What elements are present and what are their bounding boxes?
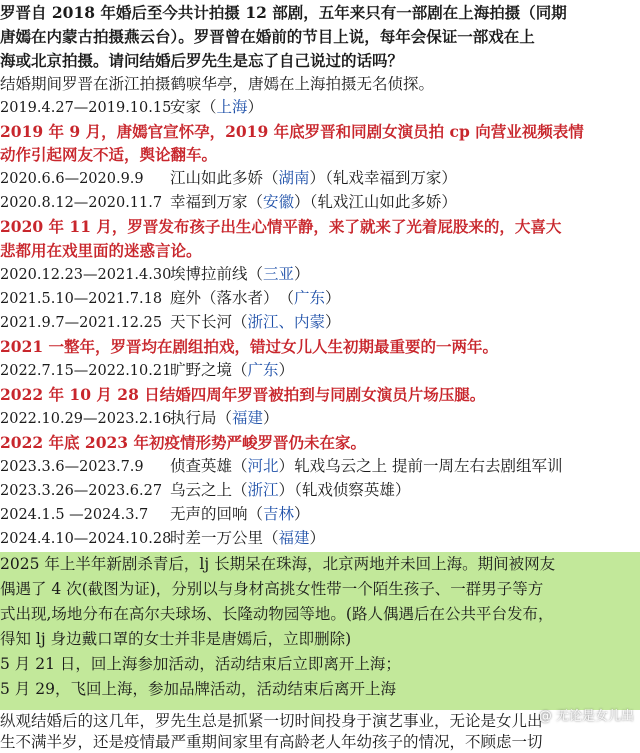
watermark: @ 无论是女儿出 bbox=[538, 709, 634, 724]
entry-title: 无声的回响 bbox=[170, 505, 248, 523]
entry-title: 天下长河 bbox=[170, 313, 233, 331]
highlight-line: 2025 年上半年新剧杀青后，lj 长期呆在珠海，北京两地并未回上海。期间被网友 bbox=[0, 555, 556, 573]
entry-row: 2023.3.6—2023.7.9 侦查英雄（河北）轧戏乌云之上 提前一周左右去剧组军训 bbox=[0, 456, 640, 478]
entry-row: 2023.3.26—2023.6.27 乌云之上（浙江）（轧戏侦察英雄） bbox=[0, 480, 640, 502]
red-note-1b: 动作引起网友不适，舆论翻车。 bbox=[0, 145, 218, 164]
intro-line-3: 海或北京拍摄。请问结婚后罗先生是忘了自己说过的话吗？ bbox=[0, 51, 404, 70]
entry-title: 执行局 bbox=[170, 409, 217, 427]
entry-date: 2023.3.6—2023.7.9 bbox=[0, 459, 144, 475]
red-note-5: 2022 年底 2023 年初疫情形势严峻罗晋仍未在家。 bbox=[0, 433, 366, 452]
entry-date: 2021.5.10—2021.7.18 bbox=[0, 291, 163, 307]
red-note-1a: 2019 年 9 月，唐嫣官宣怀孕，2019 年底罗晋和同剧女演员拍 cp 向营业视频表情 bbox=[0, 122, 584, 141]
highlight-line: 5 月 29，飞回上海，参加品牌活动，活动结束后离开上海 bbox=[0, 680, 396, 698]
entry-location: 湖南 bbox=[278, 169, 310, 187]
entry-date: 2020.12.23—2021.4.30 bbox=[0, 267, 172, 283]
entry-date: 2024.1.5 —2024.3.7 bbox=[0, 507, 149, 523]
entry-title: 时差一万公里 bbox=[170, 529, 264, 547]
entry-location: 河北 bbox=[247, 457, 279, 475]
plain-note: 结婚期间罗晋在浙江拍摄鹤唳华亭，唐嫣在上海拍摄无名侦探。 bbox=[0, 75, 435, 93]
entry-date: 2021.9.7—2021.12.25 bbox=[0, 315, 163, 331]
entry-title: 庭外（落水者） bbox=[170, 289, 279, 307]
entry-row: 2024.1.5 —2024.3.7 无声的回响（吉林） bbox=[0, 504, 640, 526]
entry-location: 安徽 bbox=[263, 193, 295, 211]
entry-note: （轧戏幸福到万家） bbox=[325, 169, 457, 187]
entry-location: 浙江、内蒙 bbox=[247, 313, 326, 331]
entry-date: 2020.8.12—2020.11.7 bbox=[0, 195, 163, 211]
entry-note: （轧戏江山如此多娇） bbox=[309, 193, 457, 211]
entry-title: 安家 bbox=[170, 98, 202, 116]
entry-title: 幸福到万家 bbox=[170, 193, 248, 211]
entry-location: 广东 bbox=[247, 361, 279, 379]
entry-location: 上海 bbox=[216, 98, 248, 116]
entry-row: 2020.12.23—2021.4.30埃博拉前线（三亚） bbox=[0, 264, 640, 286]
entry-row: 2021.9.7—2021.12.25 天下长河（浙江、内蒙） bbox=[0, 312, 640, 334]
entry-date: 2023.3.26—2023.6.27 bbox=[0, 483, 163, 499]
entry-title: 旷野之境 bbox=[170, 361, 233, 379]
entry-location: 福建 bbox=[278, 529, 310, 547]
footer-line-2: 生不满半岁，还是疫情最严重期间家里有高龄老人年幼孩子的情况，不顾虑一切 bbox=[0, 733, 543, 751]
entry-row: 2021.5.10—2021.7.18 庭外（落水者）（广东） bbox=[0, 288, 640, 310]
intro-line-1: 罗晋自 2018 年婚后至今共计拍摄 12 部剧，五年来只有一部剧在上海拍摄（同期 bbox=[0, 3, 567, 22]
entry-row: 2020.6.6—2020.9.9 江山如此多娇（湖南）（轧戏幸福到万家） bbox=[0, 168, 640, 190]
entry-note: （轧戏侦察英雄） bbox=[294, 481, 411, 499]
entry-row: 2020.8.12—2020.11.7 幸福到万家（安徽）（轧戏江山如此多娇） bbox=[0, 192, 640, 214]
entry-date: 2024.4.10—2024.10.28 bbox=[0, 531, 172, 547]
entry-date: 2022.7.15—2022.10.21 bbox=[0, 363, 172, 379]
red-note-4: 2022 年 10 月 28 日结婚四周年罗晋被拍到与同剧女演员片场压腿。 bbox=[0, 385, 486, 404]
highlight-line: 偶遇了 4 次(截图为证)，分别以与身材高挑女性带一个陌生孩子、一群男子等方 bbox=[0, 580, 544, 598]
entry-title: 乌云之上 bbox=[170, 481, 233, 499]
highlight-line: 得知 lj 身边戴口罩的女士并非是唐嫣后，立即删除) bbox=[0, 630, 352, 648]
intro-line-2: 唐嫣在内蒙古拍摄燕云台）。罗晋曾在婚前的节目上说，每年会保证一部戏在上 bbox=[0, 27, 535, 46]
entry-date: 2022.10.29—2023.2.16 bbox=[0, 411, 172, 427]
footer-line-1: 纵观结婚后的这几年，罗先生总是抓紧一切时间投身于演艺事业，无论是女儿出 bbox=[0, 712, 543, 730]
entry-location: 广东 bbox=[294, 289, 326, 307]
entry-date: 2019.4.27—2019.10.15 bbox=[0, 100, 172, 116]
red-note-2b: 悲都用在戏里面的迷惑言论。 bbox=[0, 241, 202, 260]
entry-note: 轧戏乌云之上 提前一周左右去剧组军训 bbox=[294, 457, 563, 475]
red-note-3: 2021 一整年，罗晋均在剧组拍戏，错过女儿人生初期最重要的一两年。 bbox=[0, 337, 499, 356]
highlight-line: 式出现,场地分布在高尔夫球场、长隆动物园等地。(路人偶遇后在公共平台发布， bbox=[0, 605, 554, 623]
entry-row: 2019.4.27—2019.10.15安家（上海） bbox=[0, 97, 640, 119]
entry-title: 江山如此多娇 bbox=[170, 169, 264, 187]
entry-location: 浙江 bbox=[247, 481, 279, 499]
red-note-2a: 2020 年 11 月，罗晋发布孩子出生心情平静，来了就来了光着屁股来的，大喜大 bbox=[0, 217, 562, 236]
entry-date: 2020.6.6—2020.9.9 bbox=[0, 171, 144, 187]
entry-row: 2022.7.15—2022.10.21旷野之境（广东） bbox=[0, 360, 640, 382]
entry-title: 侦查英雄 bbox=[170, 457, 233, 475]
highlight-line: 5 月 21 日，回上海参加活动，活动结束后立即离开上海； bbox=[0, 655, 401, 673]
entry-location: 三亚 bbox=[263, 265, 295, 283]
entry-row: 2024.4.10—2024.10.28时差一万公里（福建） bbox=[0, 528, 640, 550]
entry-title: 埃博拉前线 bbox=[170, 265, 248, 283]
entry-row: 2022.10.29—2023.2.16执行局（福建） bbox=[0, 408, 640, 430]
entry-location: 吉林 bbox=[263, 505, 295, 523]
entry-location: 福建 bbox=[232, 409, 264, 427]
